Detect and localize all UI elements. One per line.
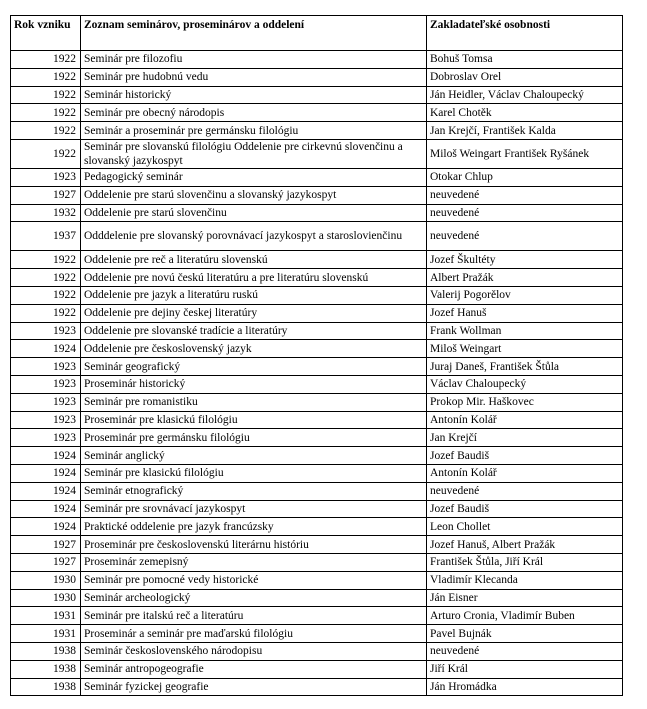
table-body xyxy=(11,51,623,696)
name-cell: Oddelenie pre novú českú literatúru a pre literatúru slovenskú xyxy=(81,269,427,287)
year-cell: 1927 xyxy=(11,536,81,554)
founders-cell: Karel Chotěk xyxy=(427,104,623,122)
year-cell: 1923 xyxy=(11,168,81,186)
table-row xyxy=(11,286,623,304)
table-row xyxy=(11,518,623,536)
year-cell: 1923 xyxy=(11,411,81,429)
name-cell: Seminár pre obecný národopis xyxy=(81,104,427,122)
name-cell: Seminár pre italskú reč a literatúru xyxy=(81,607,427,625)
table-row xyxy=(11,678,623,696)
name-cell: Seminár geografický xyxy=(81,358,427,376)
founders-cell: Prokop Mir. Haškovec xyxy=(427,393,623,411)
year-cell: 1922 xyxy=(11,139,81,168)
name-cell: Oddelenie pre starú slovenčinu xyxy=(81,204,427,222)
year-cell: 1922 xyxy=(11,122,81,140)
table-row xyxy=(11,269,623,287)
name-cell: Proseminár pre klasickú filológiu xyxy=(81,411,427,429)
table-row xyxy=(11,589,623,607)
name-cell: Odddelenie pre slovanský porovnávací jazykospyt a staroslovienčinu xyxy=(81,222,427,251)
founders-cell: Leon Chollet xyxy=(427,518,623,536)
table-row xyxy=(11,168,623,186)
table-row xyxy=(11,222,623,251)
name-cell: Proseminár a seminár pre maďarskú filológiu xyxy=(81,625,427,643)
founders-cell: Valerij Pogorělov xyxy=(427,286,623,304)
name-cell: Seminár pre filozofiu xyxy=(81,51,427,69)
name-cell: Seminár pre hudobnú vedu xyxy=(81,68,427,86)
name-cell: Oddelenie pre starú slovenčinu a slovanský jazykospyt xyxy=(81,186,427,204)
year-cell: 1927 xyxy=(11,186,81,204)
year-cell: 1922 xyxy=(11,269,81,287)
year-cell: 1927 xyxy=(11,553,81,571)
table-header-row xyxy=(11,16,623,51)
name-cell: Seminár fyzickej geografie xyxy=(81,678,427,696)
name-cell: Seminár pre klasickú filológiu xyxy=(81,464,427,482)
table-row xyxy=(11,340,623,358)
name-cell: Oddelenie pre dejiny českej literatúry xyxy=(81,304,427,322)
founders-cell: neuvedené xyxy=(427,222,623,251)
founders-cell: Jozef Baudiš xyxy=(427,447,623,465)
name-cell: Praktické oddelenie pre jazyk francúzsky xyxy=(81,518,427,536)
table-row xyxy=(11,68,623,86)
name-cell: Seminár anglický xyxy=(81,447,427,465)
founders-cell: Albert Pražák xyxy=(427,269,623,287)
year-cell: 1938 xyxy=(11,660,81,678)
year-cell: 1923 xyxy=(11,375,81,393)
table-row xyxy=(11,429,623,447)
year-cell: 1931 xyxy=(11,607,81,625)
founders-cell: Jozef Hanuš xyxy=(427,304,623,322)
name-cell: Oddelenie pre slovanské tradície a literatúry xyxy=(81,322,427,340)
year-cell: 1937 xyxy=(11,222,81,251)
founders-cell: Pavel Bujnák xyxy=(427,625,623,643)
table-row xyxy=(11,660,623,678)
seminars-table xyxy=(10,15,623,696)
year-cell: 1922 xyxy=(11,68,81,86)
table-row xyxy=(11,186,623,204)
name-cell: Oddelenie pre reč a literatúru slovenskú xyxy=(81,251,427,269)
founders-cell: Ján Heidler, Václav Chaloupecký xyxy=(427,86,623,104)
name-cell: Proseminár pre československú literárnu históriu xyxy=(81,536,427,554)
founders-cell: Václav Chaloupecký xyxy=(427,375,623,393)
name-cell: Seminár československého národopisu xyxy=(81,642,427,660)
name-cell: Pedagogický seminár xyxy=(81,168,427,186)
founders-cell: neuvedené xyxy=(427,204,623,222)
name-cell: Seminár pre pomocné vedy historické xyxy=(81,571,427,589)
year-cell: 1922 xyxy=(11,304,81,322)
table-row xyxy=(11,393,623,411)
founders-cell: Arturo Cronia, Vladimír Buben xyxy=(427,607,623,625)
name-cell: Seminár archeologický xyxy=(81,589,427,607)
name-cell: Oddelenie pre československý jazyk xyxy=(81,340,427,358)
founders-cell: Jan Krejčí xyxy=(427,429,623,447)
year-cell: 1923 xyxy=(11,322,81,340)
table-row xyxy=(11,204,623,222)
name-cell: Seminár etnografický xyxy=(81,482,427,500)
header-founders: Zakladateľské osobnosti xyxy=(427,16,623,51)
table-row xyxy=(11,104,623,122)
founders-cell: neuvedené xyxy=(427,482,623,500)
table-row xyxy=(11,122,623,140)
founders-cell: Miloš Weingart František Ryšánek xyxy=(427,139,623,168)
year-cell: 1938 xyxy=(11,642,81,660)
table-row xyxy=(11,251,623,269)
year-cell: 1924 xyxy=(11,447,81,465)
founders-cell: Jan Krejčí, František Kalda xyxy=(427,122,623,140)
founders-cell: Jozef Škultéty xyxy=(427,251,623,269)
year-cell: 1922 xyxy=(11,86,81,104)
name-cell: Seminár pre srovnávací jazykospyt xyxy=(81,500,427,518)
table-row xyxy=(11,464,623,482)
table-row xyxy=(11,411,623,429)
header-name: Zoznam seminárov, proseminárov a oddelení xyxy=(81,16,427,51)
founders-cell: neuvedené xyxy=(427,642,623,660)
year-cell: 1924 xyxy=(11,340,81,358)
founders-cell: Jozef Hanuš, Albert Pražák xyxy=(427,536,623,554)
founders-cell: Vladimír Klecanda xyxy=(427,571,623,589)
name-cell: Proseminár pre germánsku filológiu xyxy=(81,429,427,447)
name-cell: Proseminár zemepisný xyxy=(81,553,427,571)
founders-cell: neuvedené xyxy=(427,186,623,204)
founders-cell: Miloš Weingart xyxy=(427,340,623,358)
name-cell: Seminár historický xyxy=(81,86,427,104)
table-row xyxy=(11,642,623,660)
table-row xyxy=(11,304,623,322)
year-cell: 1924 xyxy=(11,464,81,482)
founders-cell: Antonín Kolář xyxy=(427,464,623,482)
table-row xyxy=(11,51,623,69)
name-cell: Proseminár historický xyxy=(81,375,427,393)
founders-cell: František Štůla, Jiří Král xyxy=(427,553,623,571)
name-cell: Oddelenie pre jazyk a literatúru ruskú xyxy=(81,286,427,304)
name-cell: Seminár antropogeografie xyxy=(81,660,427,678)
founders-cell: Ján Eisner xyxy=(427,589,623,607)
year-cell: 1931 xyxy=(11,625,81,643)
year-cell: 1938 xyxy=(11,678,81,696)
year-cell: 1924 xyxy=(11,500,81,518)
table-row xyxy=(11,447,623,465)
table-row xyxy=(11,375,623,393)
name-cell: Seminár pre slovanskú filológiu Oddelenie pre cirkevnú slovenčinu a slovanský jazykospyt xyxy=(81,139,427,168)
year-cell: 1923 xyxy=(11,358,81,376)
name-cell: Seminár pre romanistiku xyxy=(81,393,427,411)
founders-cell: Otokar Chlup xyxy=(427,168,623,186)
table-row xyxy=(11,553,623,571)
year-cell: 1922 xyxy=(11,286,81,304)
founders-cell: Jozef Baudiš xyxy=(427,500,623,518)
year-cell: 1930 xyxy=(11,571,81,589)
founders-cell: Jiří Král xyxy=(427,660,623,678)
year-cell: 1924 xyxy=(11,518,81,536)
founders-cell: Ján Hromádka xyxy=(427,678,623,696)
founders-cell: Frank Wollman xyxy=(427,322,623,340)
founders-cell: Antonín Kolář xyxy=(427,411,623,429)
year-cell: 1922 xyxy=(11,104,81,122)
year-cell: 1932 xyxy=(11,204,81,222)
table-row xyxy=(11,625,623,643)
founders-cell: Bohuš Tomsa xyxy=(427,51,623,69)
year-cell: 1922 xyxy=(11,251,81,269)
year-cell: 1924 xyxy=(11,482,81,500)
header-year: Rok vzniku xyxy=(11,16,81,51)
table-row xyxy=(11,139,623,168)
year-cell: 1923 xyxy=(11,393,81,411)
table-row xyxy=(11,482,623,500)
name-cell: Seminár a proseminár pre germánsku filológiu xyxy=(81,122,427,140)
founders-cell: Juraj Daneš, František Štůla xyxy=(427,358,623,376)
table-row xyxy=(11,86,623,104)
table-row xyxy=(11,607,623,625)
founders-cell: Dobroslav Orel xyxy=(427,68,623,86)
table-row xyxy=(11,322,623,340)
table-row xyxy=(11,536,623,554)
document-page xyxy=(10,15,623,696)
year-cell: 1923 xyxy=(11,429,81,447)
table-row xyxy=(11,358,623,376)
year-cell: 1930 xyxy=(11,589,81,607)
table-row xyxy=(11,571,623,589)
year-cell: 1922 xyxy=(11,51,81,69)
table-row xyxy=(11,500,623,518)
